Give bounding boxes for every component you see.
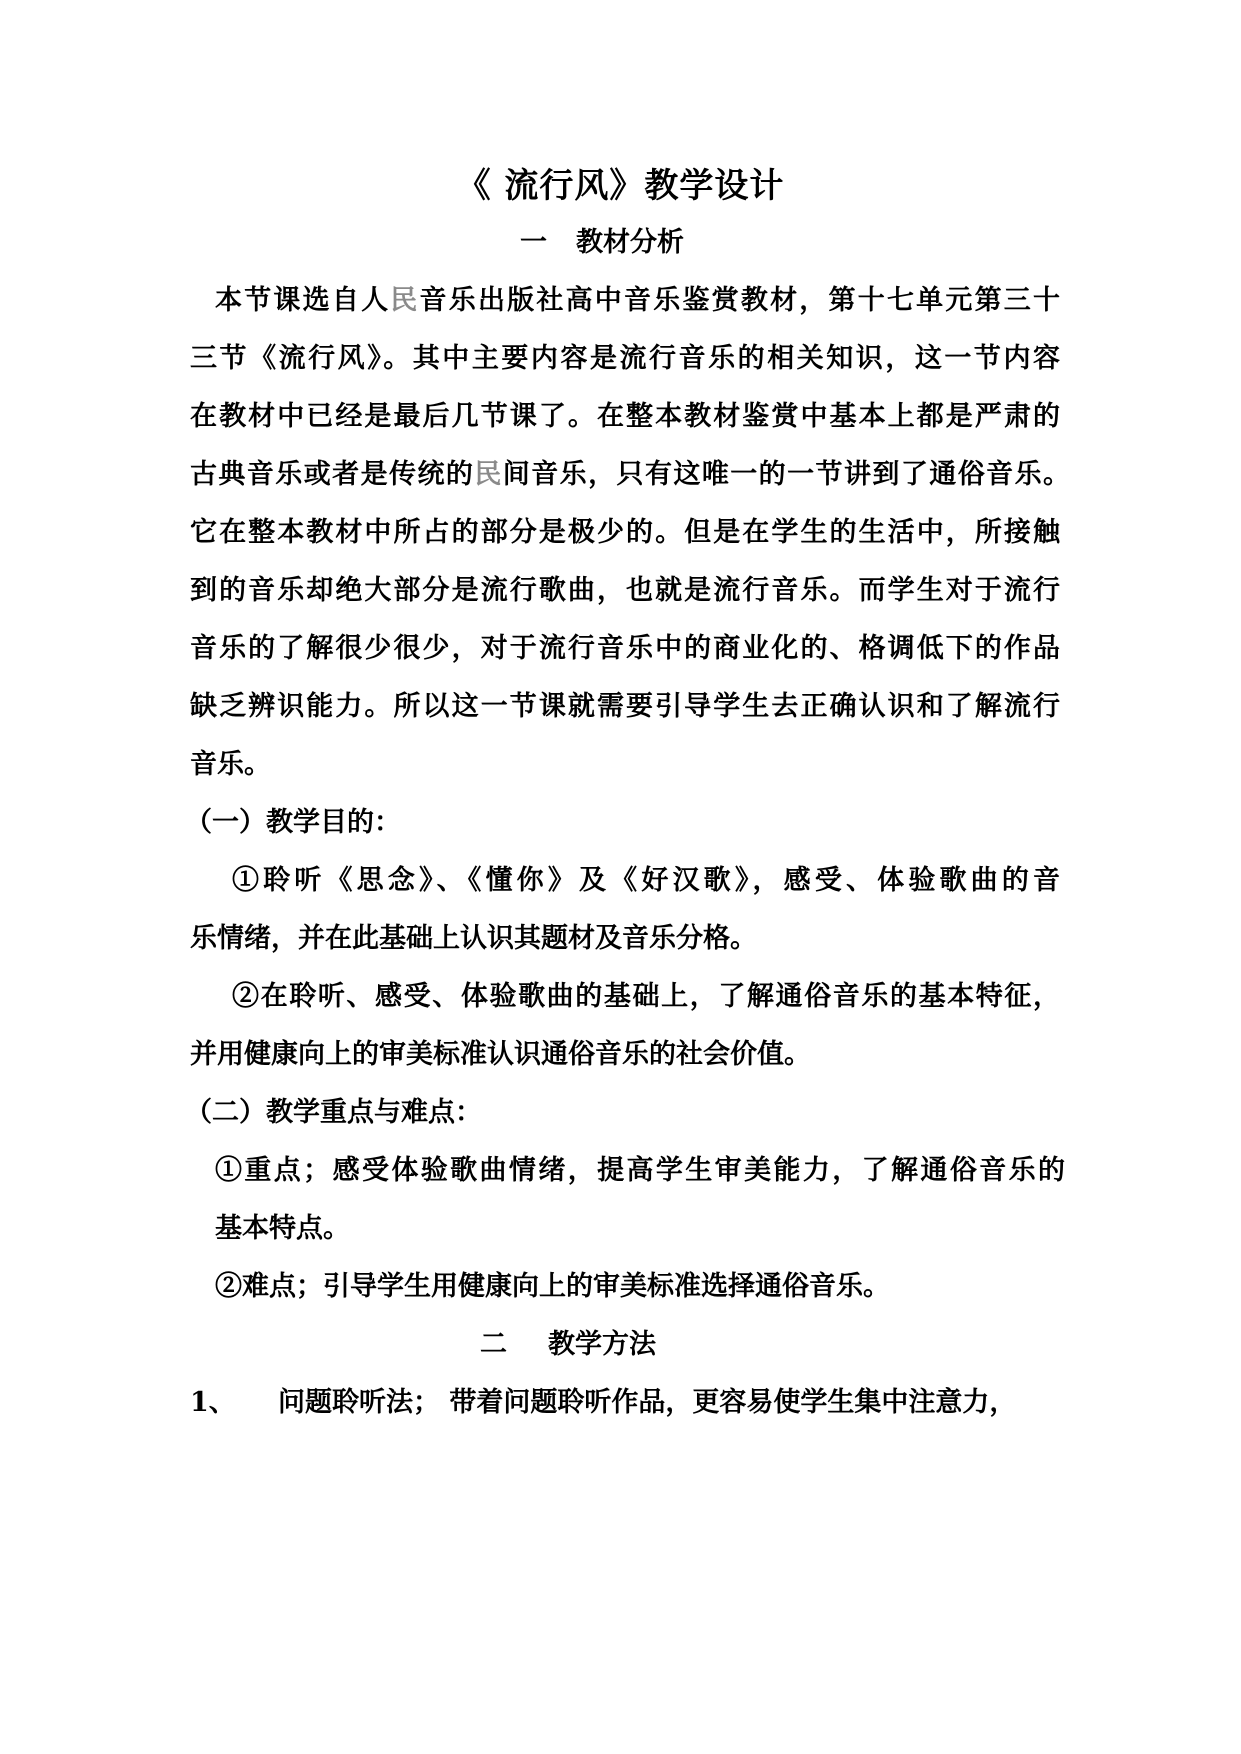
section-heading-1	[520, 220, 684, 259]
keypoint-item-1-cont: 基本特点。	[215, 1213, 350, 1244]
text-run: 间音乐，只有这唯一的一节讲到了通俗音乐。	[502, 459, 1071, 490]
method-item-1	[190, 1380, 1016, 1419]
text-run: 古典音乐或者是传统的	[190, 459, 475, 490]
section-number: 一	[520, 227, 547, 258]
paragraph-line	[215, 278, 1060, 317]
goal-item-2: ②在聆听、感受、体验歌曲的基础上，了解通俗音乐的基本特征，	[232, 981, 1060, 1012]
keypoint-item-2: ②难点；引导学生用健康向上的审美标准选择通俗音乐。	[215, 1271, 890, 1302]
text-run: 音乐出版社高中音乐鉴赏教材，第十七单元第三十	[419, 285, 1061, 316]
section-label: 教学方法	[548, 1329, 656, 1360]
paragraph-line: 在教材中已经是最后几节课了。在整本教材鉴赏中基本上都是严肃的	[190, 401, 1060, 432]
paragraph-line: 缺乏辨识能力。所以这一节课就需要引导学生去正确认识和了解流行	[190, 691, 1060, 722]
section-heading-2	[480, 1322, 656, 1361]
paragraph-line: 音乐的了解很少很少，对于流行音乐中的商业化的、格调低下的作品	[190, 633, 1060, 664]
method-number: 1、	[190, 1387, 236, 1418]
goal-item-1-cont: 乐情绪，并在此基础上认识其题材及音乐分格。	[190, 923, 757, 954]
goals-heading: （一）教学目的：	[185, 807, 401, 838]
section-number: 二	[480, 1329, 507, 1360]
keypoints-heading: （二）教学重点与难点：	[185, 1097, 482, 1128]
document-title: 《 流行风》教学设计	[456, 166, 785, 206]
section-label: 教材分析	[576, 227, 684, 258]
text-run: 民	[390, 285, 420, 316]
text-run: 民	[474, 459, 503, 490]
goal-item-1: ①聆听《思念》、《懂你》及《好汉歌》，感受、体验歌曲的音	[232, 865, 1060, 896]
paragraph-line: 三节《流行风》。其中主要内容是流行音乐的相关知识，这一节内容	[190, 343, 1060, 374]
paragraph-line: 到的音乐却绝大部分是流行歌曲，也就是流行音乐。而学生对于流行	[190, 575, 1060, 606]
paragraph-line: 它在整本教材中所占的部分是极少的。但是在学生的生活中，所接触	[190, 517, 1060, 548]
keypoint-item-1: ①重点；感受体验歌曲情绪，提高学生审美能力，了解通俗音乐的	[215, 1155, 1065, 1186]
paragraph-line: 音乐。	[190, 749, 271, 780]
text-run: 本节课选自人	[215, 285, 391, 316]
paragraph-line	[190, 452, 1070, 491]
goal-item-2-cont: 并用健康向上的审美标准认识通俗音乐的社会价值。	[190, 1039, 811, 1070]
method-text: 问题聆听法； 带着问题聆听作品，更容易使学生集中注意力，	[278, 1387, 1017, 1418]
